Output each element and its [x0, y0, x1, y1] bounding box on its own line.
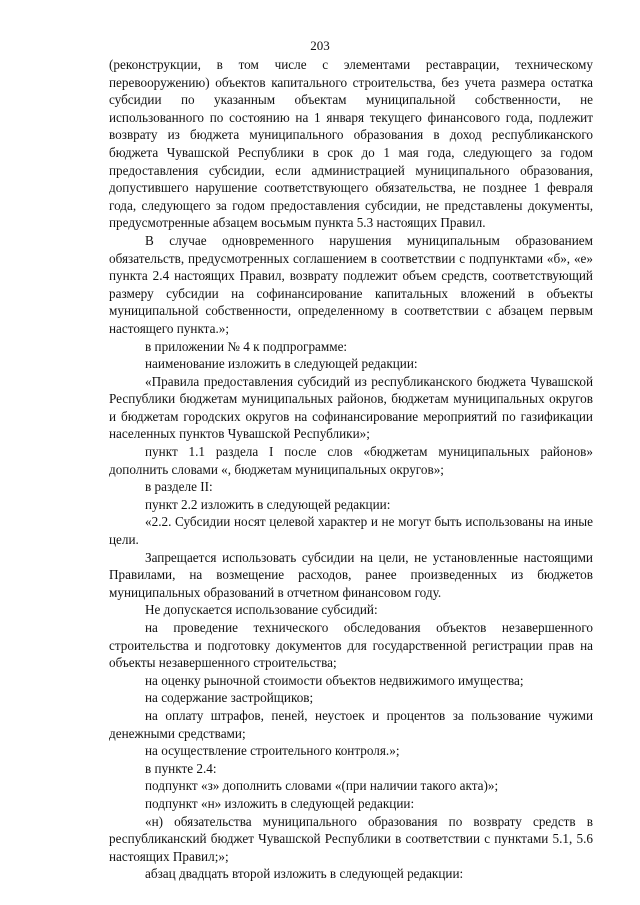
- paragraph: пункт 2.2 изложить в следующей редакции:: [145, 496, 391, 512]
- page-number: 203: [310, 38, 330, 53]
- paragraph: пункт 1.1 раздела I после слов «бюджетам муниципальных районов» дополнить словами «, бюджетам муниципальных округов»;: [109, 444, 593, 477]
- paragraph: на проведение технического обследования объектов незавершенного строительства и подготовку документов для государственной регистрации прав на объекты незавершенного строительства;: [109, 620, 593, 671]
- paragraph: «н) обязательства муниципального образования по возврату средств в республиканский бюджет Чувашской Республики в соответствии с пунктами 5.1, 5.6 настоящих Правил;»;: [109, 813, 593, 864]
- paragraph: на оплату штрафов, пеней, неустоек и процентов за пользование чужими денежными средствами;: [109, 707, 593, 741]
- document-body: [109, 56, 593, 883]
- paragraph: «2.2. Субсидии носят целевой характер и не могут быть использованы на иные цели.: [109, 514, 593, 548]
- paragraph: в пункте 2.4:: [145, 760, 217, 776]
- paragraph: (реконструкции, в том числе с элементами реставрации, техническому перевооружению) объектов капитального строительства, без учета размера остатка субсидии по указанным объектам муниципальной собственности, не использованного по состоянию на 1 января текущего финансового года, подлежит возврату из бюджета муниципального образования в доход республиканского бюджета Чувашской Республики в срок до 1 мая года, следующего за годом предоставления субсидии, если администрацией муниципального образования, допустившего нарушение соответствующего обязательства, не позднее 1 февраля года, следующего за годом предоставления субсидии, не представлены документы, предусмотренные абзацем восьмым пункта 5.3 настоящих Правил.: [109, 57, 593, 231]
- paragraph: Запрещается использовать субсидии на цели, не установленные настоящими Правилами, на возмещение расходов, ранее произведенных из бюджетов муниципальных образований в отчетном финансовом году.: [109, 549, 593, 600]
- paragraph: подпункт «з» дополнить словами «(при наличии такого акта)»;: [145, 778, 499, 794]
- paragraph: подпункт «н» изложить в следующей редакции:: [145, 795, 415, 811]
- paragraph: на содержание застройщиков;: [145, 690, 314, 706]
- paragraph: Не допускается использование субсидий:: [145, 602, 378, 618]
- paragraph: в разделе II:: [145, 479, 213, 495]
- paragraph: в приложении № 4 к подпрограмме:: [145, 338, 348, 354]
- paragraph: абзац двадцать второй изложить в следующей редакции:: [145, 866, 464, 882]
- paragraph: на оценку рыночной стоимости объектов недвижимого имущества;: [145, 672, 524, 688]
- paragraph: на осуществление строительного контроля.»;: [145, 743, 400, 759]
- paragraph: В случае одновременного нарушения муниципальным образованием обязательств, предусмотренных соглашением в соответствии с подпунктами «б», «е» пункта 2.4 настоящих Правил, возврату подлежит объем средств, соответствующий размеру субсидии на софинансирование капитальных вложений в объекты муниципальной собственности, определенному в соответствии с абзацем первым настоящего пункта.»;: [109, 232, 593, 336]
- paragraph: «Правила предоставления субсидий из республиканского бюджета Чувашской Республики бюджетам муниципальных районов, бюджетам муниципальных округов и бюджетам городских округов на софинансирование мероприятий по газификации населенных пунктов Чувашской Республики»;: [109, 373, 593, 442]
- paragraph: наименование изложить в следующей редакции:: [145, 356, 418, 372]
